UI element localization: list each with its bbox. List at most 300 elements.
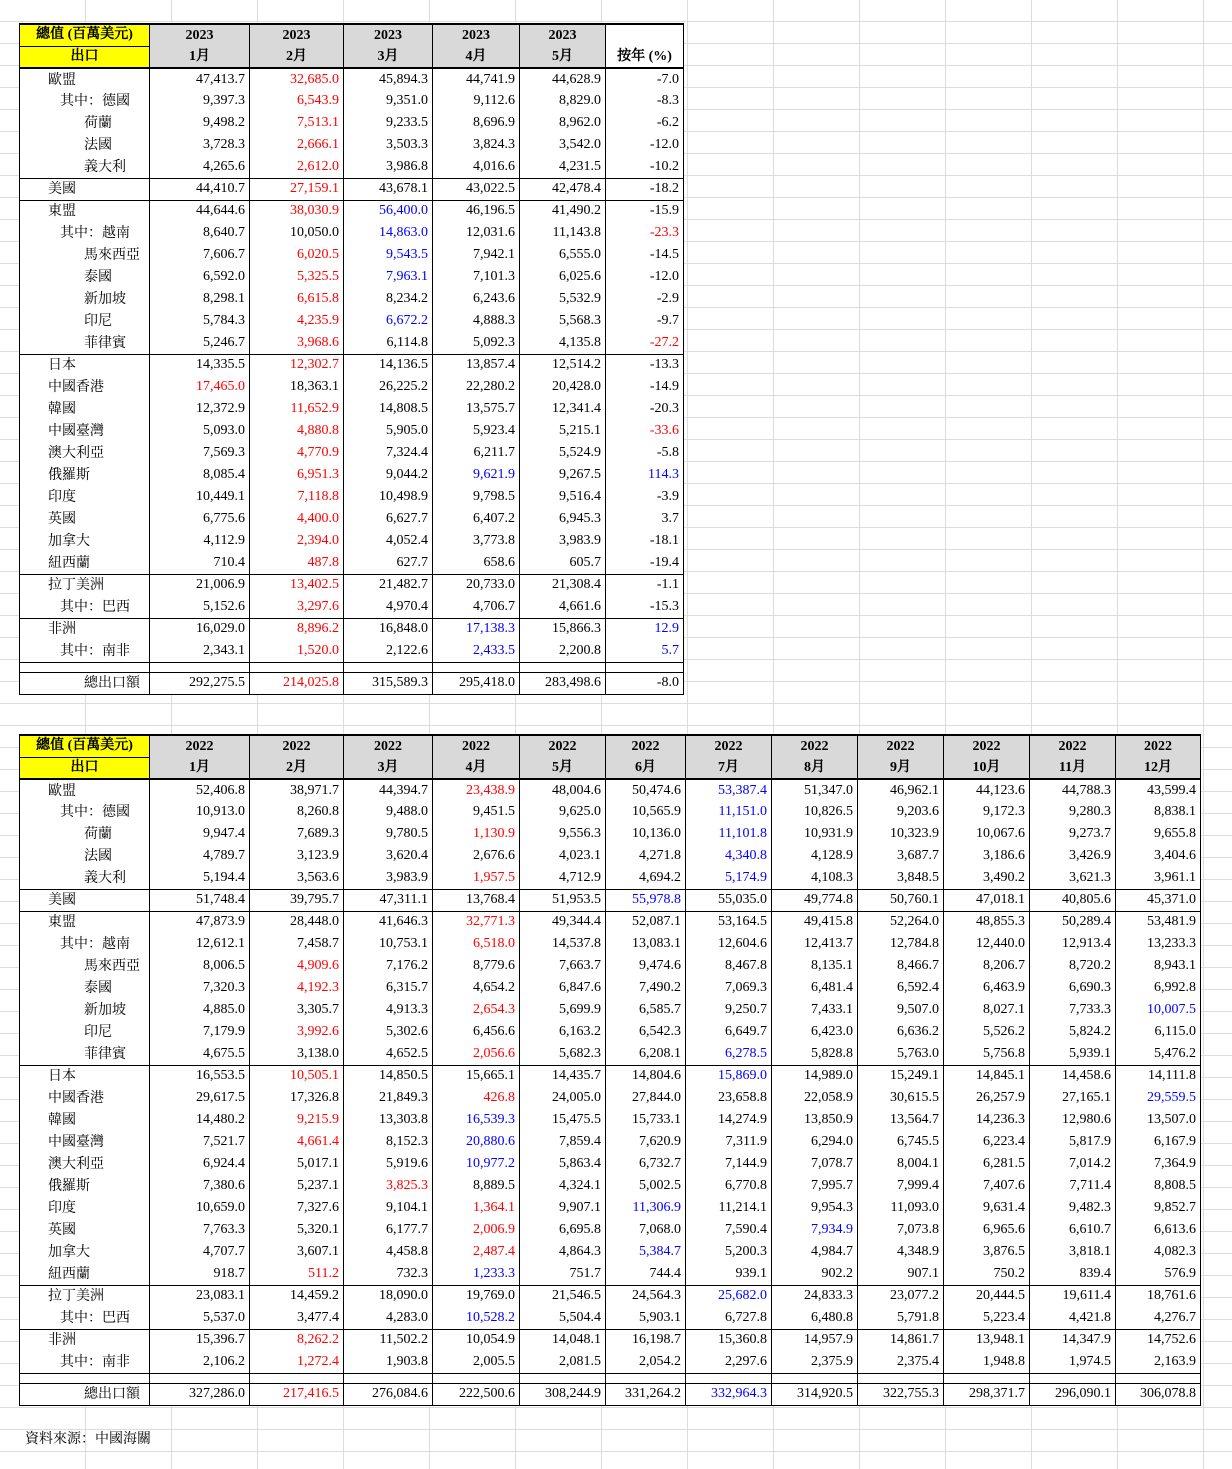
- region-label: 其中：德國: [20, 801, 150, 823]
- value-cell: 751.7: [520, 1263, 606, 1285]
- value-cell: 21,482.7: [344, 574, 433, 596]
- value-cell: -2.9: [606, 288, 684, 310]
- value-cell: 2,081.5: [520, 1351, 606, 1373]
- value-cell: 50,760.1: [858, 889, 944, 911]
- region-label: 美國: [20, 889, 150, 911]
- value-cell: 14,804.6: [606, 1065, 686, 1087]
- table-row: [20, 779, 1201, 801]
- year-header: 2023: [433, 24, 520, 46]
- value-cell: 6,847.6: [520, 977, 606, 999]
- value-cell: 9,907.1: [520, 1197, 606, 1219]
- value-cell: 14,459.2: [250, 1285, 344, 1307]
- spacer-cell: [20, 1373, 150, 1383]
- value-cell: -15.9: [606, 200, 684, 222]
- value-cell: 7,014.2: [1030, 1153, 1116, 1175]
- value-cell: 7,995.7: [772, 1175, 858, 1197]
- header-month-row: [20, 757, 1201, 779]
- value-cell: 43,022.5: [433, 178, 520, 200]
- year-header: 2022: [606, 735, 686, 757]
- region-label: 日本: [20, 1065, 150, 1087]
- value-cell: 14,236.3: [944, 1109, 1030, 1131]
- region-label: 印度: [20, 486, 150, 508]
- region-label: 其中：德國: [20, 90, 150, 112]
- value-cell: 13,857.4: [433, 354, 520, 376]
- value-cell: 8,829.0: [520, 90, 606, 112]
- value-cell: 7,590.4: [686, 1219, 772, 1241]
- region-label: 東盟: [20, 200, 150, 222]
- value-cell: 43,678.1: [344, 178, 433, 200]
- table-row: [20, 552, 684, 574]
- value-cell: 4,770.9: [250, 442, 344, 464]
- value-cell: 6,167.9: [1116, 1131, 1201, 1153]
- table-row: [20, 574, 684, 596]
- value-cell: 4,135.8: [520, 332, 606, 354]
- value-cell: 10,753.1: [344, 933, 433, 955]
- value-cell: 12,784.8: [858, 933, 944, 955]
- month-header: 11月: [1030, 757, 1116, 779]
- value-cell: 5,568.3: [520, 310, 606, 332]
- value-cell: 10,323.9: [858, 823, 944, 845]
- value-cell: 3,986.8: [344, 156, 433, 178]
- value-cell: 4,283.0: [344, 1307, 433, 1329]
- year-header: 2022: [944, 735, 1030, 757]
- spacer-cell: [1116, 1373, 1201, 1383]
- table-row: [20, 1263, 1201, 1285]
- value-cell: 9,947.4: [150, 823, 250, 845]
- value-cell: 3,503.3: [344, 134, 433, 156]
- value-cell: 4,970.4: [344, 596, 433, 618]
- value-cell: 7,569.3: [150, 442, 250, 464]
- value-cell: 8,004.1: [858, 1153, 944, 1175]
- value-cell: 6,243.6: [433, 288, 520, 310]
- value-cell: 3,620.4: [344, 845, 433, 867]
- month-header: 2月: [250, 757, 344, 779]
- exports-2023-table: [19, 23, 684, 695]
- value-cell: 3,607.1: [250, 1241, 344, 1263]
- header-year-row: [20, 735, 1201, 757]
- year-header: 2023: [150, 24, 250, 46]
- value-cell: 658.6: [433, 552, 520, 574]
- value-cell: 3.7: [606, 508, 684, 530]
- value-cell: 48,855.3: [944, 911, 1030, 933]
- value-cell: 52,087.1: [606, 911, 686, 933]
- value-cell: 5,537.0: [150, 1307, 250, 1329]
- value-cell: 44,410.7: [150, 178, 250, 200]
- value-cell: 1,233.3: [433, 1263, 520, 1285]
- source-note: 資料來源：中國海關: [25, 1431, 151, 1447]
- value-cell: 2,006.9: [433, 1219, 520, 1241]
- table-row: [20, 464, 684, 486]
- value-cell: 902.2: [772, 1263, 858, 1285]
- month-header: 4月: [433, 757, 520, 779]
- year-header: 2022: [520, 735, 606, 757]
- value-cell: 3,848.5: [858, 867, 944, 889]
- value-cell: 9,488.0: [344, 801, 433, 823]
- year-header: 2022: [686, 735, 772, 757]
- value-cell: 9,203.6: [858, 801, 944, 823]
- value-cell: 14,274.9: [686, 1109, 772, 1131]
- value-cell: 6,627.7: [344, 508, 433, 530]
- value-cell: -8.3: [606, 90, 684, 112]
- value-cell: 5,017.1: [250, 1153, 344, 1175]
- year-header: 2022: [1030, 735, 1116, 757]
- value-cell: 6,463.9: [944, 977, 1030, 999]
- value-cell: 53,387.4: [686, 779, 772, 801]
- region-label: 加拿大: [20, 530, 150, 552]
- value-cell: 24,564.3: [606, 1285, 686, 1307]
- value-cell: 7,963.1: [344, 266, 433, 288]
- value-cell: 8,808.5: [1116, 1175, 1201, 1197]
- value-cell: 10,565.9: [606, 801, 686, 823]
- value-cell: 6,610.7: [1030, 1219, 1116, 1241]
- table-row: [20, 1043, 1201, 1065]
- value-cell: 14,752.6: [1116, 1329, 1201, 1351]
- value-cell: -33.6: [606, 420, 684, 442]
- value-cell: 6,025.6: [520, 266, 606, 288]
- value-cell: 4,712.9: [520, 867, 606, 889]
- table-row: [20, 1307, 1201, 1329]
- table-row: [20, 442, 684, 464]
- value-cell: 7,663.7: [520, 955, 606, 977]
- value-cell: 14,335.5: [150, 354, 250, 376]
- value-cell: 3,773.8: [433, 530, 520, 552]
- value-cell: 4,885.0: [150, 999, 250, 1021]
- value-cell: 10,931.9: [772, 823, 858, 845]
- exports-2022-table: [19, 734, 1201, 1406]
- region-label: 其中：南非: [20, 640, 150, 662]
- month-header: 1月: [150, 757, 250, 779]
- value-cell: 487.8: [250, 552, 344, 574]
- table-row: [20, 68, 684, 90]
- value-cell: 9,233.5: [344, 112, 433, 134]
- value-cell: 8,206.7: [944, 955, 1030, 977]
- total-value-cell: 296,090.1: [1030, 1383, 1116, 1405]
- value-cell: 32,771.3: [433, 911, 520, 933]
- value-cell: 51,748.4: [150, 889, 250, 911]
- total-value-cell: 314,920.5: [772, 1383, 858, 1405]
- region-label: 美國: [20, 178, 150, 200]
- region-label: 印尼: [20, 1021, 150, 1043]
- region-label: 義大利: [20, 156, 150, 178]
- value-cell: 4,324.1: [520, 1175, 606, 1197]
- value-cell: 3,728.3: [150, 134, 250, 156]
- table-row: [20, 530, 684, 552]
- region-label: 馬來西亞: [20, 244, 150, 266]
- value-cell: 2,433.5: [433, 640, 520, 662]
- value-cell: -10.2: [606, 156, 684, 178]
- value-cell: 5,756.8: [944, 1043, 1030, 1065]
- value-cell: 13,564.7: [858, 1109, 944, 1131]
- value-cell: 13,850.9: [772, 1109, 858, 1131]
- value-cell: 5,246.7: [150, 332, 250, 354]
- value-cell: 4,348.9: [858, 1241, 944, 1263]
- value-cell: 7,606.7: [150, 244, 250, 266]
- region-label: 澳大利亞: [20, 442, 150, 464]
- total-value-cell: 306,078.8: [1116, 1383, 1201, 1405]
- value-cell: 426.8: [433, 1087, 520, 1109]
- value-cell: 2,666.1: [250, 134, 344, 156]
- value-cell: 24,833.3: [772, 1285, 858, 1307]
- table-row: [20, 933, 1201, 955]
- value-cell: 7,859.4: [520, 1131, 606, 1153]
- value-cell: 9,631.4: [944, 1197, 1030, 1219]
- value-cell: 21,849.3: [344, 1087, 433, 1109]
- value-cell: 4,112.9: [150, 530, 250, 552]
- value-cell: 9,556.3: [520, 823, 606, 845]
- value-cell: 7,513.1: [250, 112, 344, 134]
- year-header: 2023: [250, 24, 344, 46]
- value-cell: 5,923.4: [433, 420, 520, 442]
- table-row: [20, 200, 684, 222]
- spacer-cell: [772, 1373, 858, 1383]
- value-cell: 5,817.9: [1030, 1131, 1116, 1153]
- table-row: [20, 1175, 1201, 1197]
- value-cell: 3,404.6: [1116, 845, 1201, 867]
- value-cell: 3,186.6: [944, 845, 1030, 867]
- value-cell: 8,696.9: [433, 112, 520, 134]
- value-cell: 9,351.0: [344, 90, 433, 112]
- value-cell: 5,699.9: [520, 999, 606, 1021]
- value-cell: 4,706.7: [433, 596, 520, 618]
- spacer-cell: [1030, 1373, 1116, 1383]
- value-cell: 13,948.1: [944, 1329, 1030, 1351]
- value-cell: 7,324.4: [344, 442, 433, 464]
- value-cell: 4,231.5: [520, 156, 606, 178]
- region-label: 印尼: [20, 310, 150, 332]
- value-cell: 19,611.4: [1030, 1285, 1116, 1307]
- value-cell: 2,654.3: [433, 999, 520, 1021]
- value-cell: 5,784.3: [150, 310, 250, 332]
- value-cell: 7,179.9: [150, 1021, 250, 1043]
- value-cell: 6,615.8: [250, 288, 344, 310]
- table-row: [20, 486, 684, 508]
- value-cell: 4,880.8: [250, 420, 344, 442]
- value-cell: 2,200.8: [520, 640, 606, 662]
- value-cell: -19.4: [606, 552, 684, 574]
- year-header: 2022: [433, 735, 520, 757]
- value-cell: 14,861.7: [858, 1329, 944, 1351]
- value-cell: 43,599.4: [1116, 779, 1201, 801]
- region-label: 拉丁美洲: [20, 574, 150, 596]
- value-cell: -5.8: [606, 442, 684, 464]
- value-cell: 6,423.0: [772, 1021, 858, 1043]
- value-cell: 53,164.5: [686, 911, 772, 933]
- month-header: 5月: [520, 757, 606, 779]
- value-cell: 15,475.5: [520, 1109, 606, 1131]
- value-cell: 8,838.1: [1116, 801, 1201, 823]
- table-row: [20, 1131, 1201, 1153]
- value-cell: 25,682.0: [686, 1285, 772, 1307]
- value-cell: 6,294.0: [772, 1131, 858, 1153]
- value-cell: 7,733.3: [1030, 999, 1116, 1021]
- value-cell: 4,023.1: [520, 845, 606, 867]
- value-cell: 6,480.8: [772, 1307, 858, 1329]
- value-cell: 12,031.6: [433, 222, 520, 244]
- table-row: [20, 222, 684, 244]
- value-cell: 39,795.7: [250, 889, 344, 911]
- value-cell: 4,400.0: [250, 508, 344, 530]
- value-cell: 32,685.0: [250, 68, 344, 90]
- value-cell: 7,101.3: [433, 266, 520, 288]
- value-cell: 1,520.0: [250, 640, 344, 662]
- value-cell: 6,211.7: [433, 442, 520, 464]
- value-cell: 3,876.5: [944, 1241, 1030, 1263]
- month-header: 7月: [686, 757, 772, 779]
- value-cell: 3,563.6: [250, 867, 344, 889]
- value-cell: 10,136.0: [606, 823, 686, 845]
- spacer-cell: [20, 662, 150, 672]
- value-cell: 49,415.8: [772, 911, 858, 933]
- month-header: 3月: [344, 46, 433, 68]
- value-cell: 7,069.3: [686, 977, 772, 999]
- spacer-cell: [606, 1373, 686, 1383]
- value-cell: 576.9: [1116, 1263, 1201, 1285]
- value-cell: 5,919.6: [344, 1153, 433, 1175]
- value-cell: 5,824.2: [1030, 1021, 1116, 1043]
- value-cell: 6,585.7: [606, 999, 686, 1021]
- value-cell: 8,027.1: [944, 999, 1030, 1021]
- table-row: [20, 596, 684, 618]
- region-label: 韓國: [20, 1109, 150, 1131]
- value-cell: 22,280.2: [433, 376, 520, 398]
- value-cell: 44,628.9: [520, 68, 606, 90]
- value-cell: 52,406.8: [150, 779, 250, 801]
- value-cell: 4,340.8: [686, 845, 772, 867]
- total-row: [20, 1383, 1201, 1405]
- total-value-cell: 283,498.6: [520, 672, 606, 694]
- value-cell: 46,962.1: [858, 779, 944, 801]
- month-header: 3月: [344, 757, 433, 779]
- value-cell: 8,135.1: [772, 955, 858, 977]
- value-cell: 15,733.1: [606, 1109, 686, 1131]
- value-cell: 21,308.4: [520, 574, 606, 596]
- value-cell: 9,280.3: [1030, 801, 1116, 823]
- value-cell: 10,050.0: [250, 222, 344, 244]
- value-cell: 5,905.0: [344, 420, 433, 442]
- value-cell: 5,903.1: [606, 1307, 686, 1329]
- year-header: 2022: [250, 735, 344, 757]
- value-cell: -6.2: [606, 112, 684, 134]
- region-label: 印度: [20, 1197, 150, 1219]
- total-value-cell: 298,371.7: [944, 1383, 1030, 1405]
- region-label: 義大利: [20, 867, 150, 889]
- value-cell: 12,413.7: [772, 933, 858, 955]
- value-cell: 5,194.4: [150, 867, 250, 889]
- header-total-label: 總值 (百萬美元): [20, 735, 150, 757]
- value-cell: 12,604.6: [686, 933, 772, 955]
- region-label: 泰國: [20, 266, 150, 288]
- value-cell: 45,371.0: [1116, 889, 1201, 911]
- value-cell: 21,546.5: [520, 1285, 606, 1307]
- value-cell: 9,172.3: [944, 801, 1030, 823]
- table-row: [20, 156, 684, 178]
- year-header: 2022: [344, 735, 433, 757]
- value-cell: 14,808.5: [344, 398, 433, 420]
- region-label: 英國: [20, 1219, 150, 1241]
- value-cell: 12,372.9: [150, 398, 250, 420]
- spacer-cell: [150, 1373, 250, 1383]
- table-row: [20, 134, 684, 156]
- value-cell: 6,965.6: [944, 1219, 1030, 1241]
- table-row: [20, 1351, 1201, 1373]
- value-cell: 13,768.4: [433, 889, 520, 911]
- year-header: 2022: [772, 735, 858, 757]
- value-cell: 6,613.6: [1116, 1219, 1201, 1241]
- value-cell: 8,640.7: [150, 222, 250, 244]
- value-cell: 7,380.6: [150, 1175, 250, 1197]
- spacer-cell: [250, 662, 344, 672]
- value-cell: 12,341.4: [520, 398, 606, 420]
- spacer-cell: [433, 662, 520, 672]
- value-cell: 7,327.6: [250, 1197, 344, 1219]
- value-cell: 18,090.0: [344, 1285, 433, 1307]
- year-header: 2022: [150, 735, 250, 757]
- value-cell: 45,894.3: [344, 68, 433, 90]
- value-cell: 4,108.3: [772, 867, 858, 889]
- total-value-cell: 331,264.2: [606, 1383, 686, 1405]
- value-cell: 5,791.8: [858, 1307, 944, 1329]
- value-cell: 3,621.3: [1030, 867, 1116, 889]
- spacer-cell: [150, 662, 250, 672]
- value-cell: 38,030.9: [250, 200, 344, 222]
- header-month-row: [20, 46, 684, 68]
- value-cell: 48,004.6: [520, 779, 606, 801]
- value-cell: 750.2: [944, 1263, 1030, 1285]
- value-cell: 627.7: [344, 552, 433, 574]
- value-cell: 6,407.2: [433, 508, 520, 530]
- spacer-cell: [433, 1373, 520, 1383]
- table-row: [20, 1021, 1201, 1043]
- total-value-cell: -8.0: [606, 672, 684, 694]
- value-cell: 7,934.9: [772, 1219, 858, 1241]
- total-value-cell: 276,084.6: [344, 1383, 433, 1405]
- value-cell: 8,262.2: [250, 1329, 344, 1351]
- value-cell: 4,016.6: [433, 156, 520, 178]
- value-cell: 7,118.8: [250, 486, 344, 508]
- region-label: 紐西蘭: [20, 552, 150, 574]
- value-cell: 12,440.0: [944, 933, 1030, 955]
- table-row: [20, 911, 1201, 933]
- value-cell: 4,265.6: [150, 156, 250, 178]
- value-cell: 13,083.1: [606, 933, 686, 955]
- value-cell: 839.4: [1030, 1263, 1116, 1285]
- value-cell: -9.7: [606, 310, 684, 332]
- value-cell: 52,264.0: [858, 911, 944, 933]
- value-cell: 15,869.0: [686, 1065, 772, 1087]
- value-cell: 6,636.2: [858, 1021, 944, 1043]
- value-cell: 9,451.5: [433, 801, 520, 823]
- value-cell: 27,165.1: [1030, 1087, 1116, 1109]
- value-cell: 18,761.6: [1116, 1285, 1201, 1307]
- month-header: 8月: [772, 757, 858, 779]
- value-cell: 26,225.2: [344, 376, 433, 398]
- value-cell: 9,507.0: [858, 999, 944, 1021]
- table-row: [20, 977, 1201, 999]
- table-row: [20, 1197, 1201, 1219]
- value-cell: 1,948.8: [944, 1351, 1030, 1373]
- value-cell: 41,490.2: [520, 200, 606, 222]
- value-cell: 4,458.8: [344, 1241, 433, 1263]
- table-row: [20, 999, 1201, 1021]
- value-cell: 6,555.0: [520, 244, 606, 266]
- value-cell: 12,514.2: [520, 354, 606, 376]
- table-row: [20, 1285, 1201, 1307]
- value-cell: 4,694.2: [606, 867, 686, 889]
- value-cell: 51,953.5: [520, 889, 606, 911]
- value-cell: 6,695.8: [520, 1219, 606, 1241]
- value-cell: 6,281.5: [944, 1153, 1030, 1175]
- value-cell: 11,143.8: [520, 222, 606, 244]
